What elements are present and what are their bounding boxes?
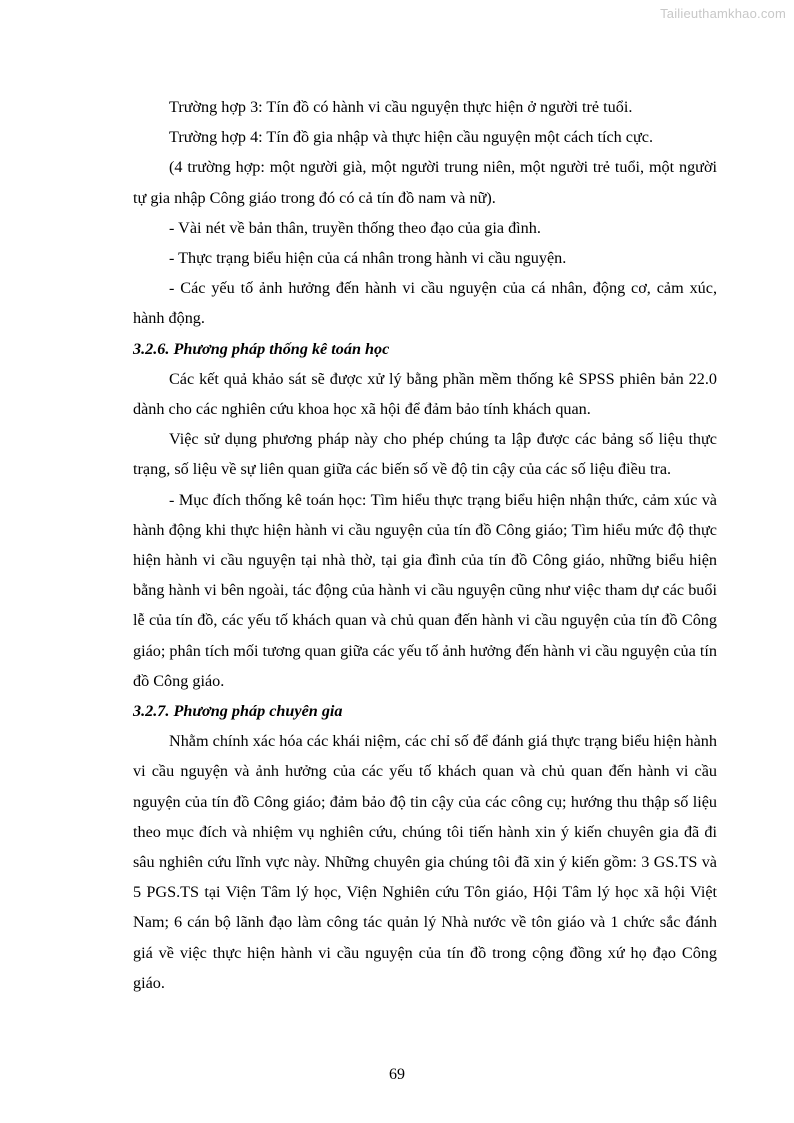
paragraph-case-4: Trường hợp 4: Tín đồ gia nhập và thực hiện cầu nguyện một cách tích cực. bbox=[169, 128, 653, 147]
paragraph-method-usage: Việc sử dụng phương pháp này cho phép chúng ta lập được các bảng số liệu thực trạng, số liệu về sự liên quan giữa các biến số về độ tin cậy của các số liệu điều tra. bbox=[133, 430, 717, 479]
paragraph-cases-summary: (4 trường hợp: một người già, một người trung niên, một người trẻ tuổi, một người tự gia nhập Công giáo trong đó có cả tín đồ nam và nữ). bbox=[133, 158, 717, 207]
watermark: Tailieuthamkhao.com bbox=[660, 6, 786, 21]
paragraph-expert-method: Nhằm chính xác hóa các khái niệm, các chỉ số để đánh giá thực trạng biểu hiện hành vi cầu nguyện và ảnh hưởng của các yếu tố khách quan và chủ quan đến hành vi cầu nguyện của tín đồ Công giáo; đảm bảo độ tin cậy của các công cụ; hướng thu thập số liệu theo mục đích và nhiệm vụ nghiên cứu, chúng tôi tiến hành xin ý kiến chuyên gia đã đi sâu nghiên cứu lĩnh vực này. Những chuyên gia chúng tôi đã xin ý kiến gồm: 3 GS.TS và 5 PGS.TS tại Viện Tâm lý học, Viện Nghiên cứu Tôn giáo, Hội Tâm lý học xã hội Việt Nam; 6 cán bộ lãnh đạo làm công tác quản lý Nhà nước về tôn giáo và 1 chức sắc đánh giá về việc thực hiện hành vi cầu nguyện của tín đồ trong cộng đồng xứ họ đạo Công giáo. bbox=[133, 732, 717, 992]
bullet-background: - Vài nét về bản thân, truyền thống theo đạo của gia đình. bbox=[169, 218, 541, 237]
bullet-influencing-factors: - Các yếu tố ảnh hưởng đến hành vi cầu nguyện của cá nhân, động cơ, cảm xúc, hành động. bbox=[133, 279, 717, 328]
section-heading-3-2-7: 3.2.7. Phương pháp chuyên gia bbox=[133, 702, 343, 721]
page-number: 69 bbox=[389, 1066, 405, 1083]
paragraph-spss: Các kết quả khảo sát sẽ được xử lý bằng phần mềm thống kê SPSS phiên bản 22.0 dành cho các nghiên cứu khoa học xã hội để đảm bảo tính khách quan. bbox=[133, 369, 717, 419]
bullet-current-state: - Thực trạng biểu hiện của cá nhân trong hành vi cầu nguyện. bbox=[169, 249, 567, 268]
section-heading-3-2-6: 3.2.6. Phương pháp thống kê toán học bbox=[133, 339, 390, 358]
paragraph-statistics-purpose: - Mục đích thống kê toán học: Tìm hiểu thực trạng biểu hiện nhận thức, cảm xúc và hành động khi thực hiện hành vi cầu nguyện của tín đồ Công giáo; Tìm hiểu mức độ thực hiện hành vi cầu nguyện tại nhà thờ, tại gia đình của tín đồ Công giáo, những biểu hiện bằng hành vi bên ngoài, tác động của hành vi cầu nguyện cũng như việc tham dự các buổi lễ của tín đồ, các yếu tố khách quan và chủ quan đến hành vi cầu nguyện của tín đồ Công giáo; phân tích mối tương quan giữa các yếu tố ảnh hưởng đến hành vi cầu nguyện của tín đồ Công giáo. bbox=[133, 490, 717, 690]
paragraph-case-3: Trường hợp 3: Tín đồ có hành vi cầu nguyện thực hiện ở người trẻ tuổi. bbox=[169, 98, 633, 116]
document-body bbox=[133, 92, 717, 998]
